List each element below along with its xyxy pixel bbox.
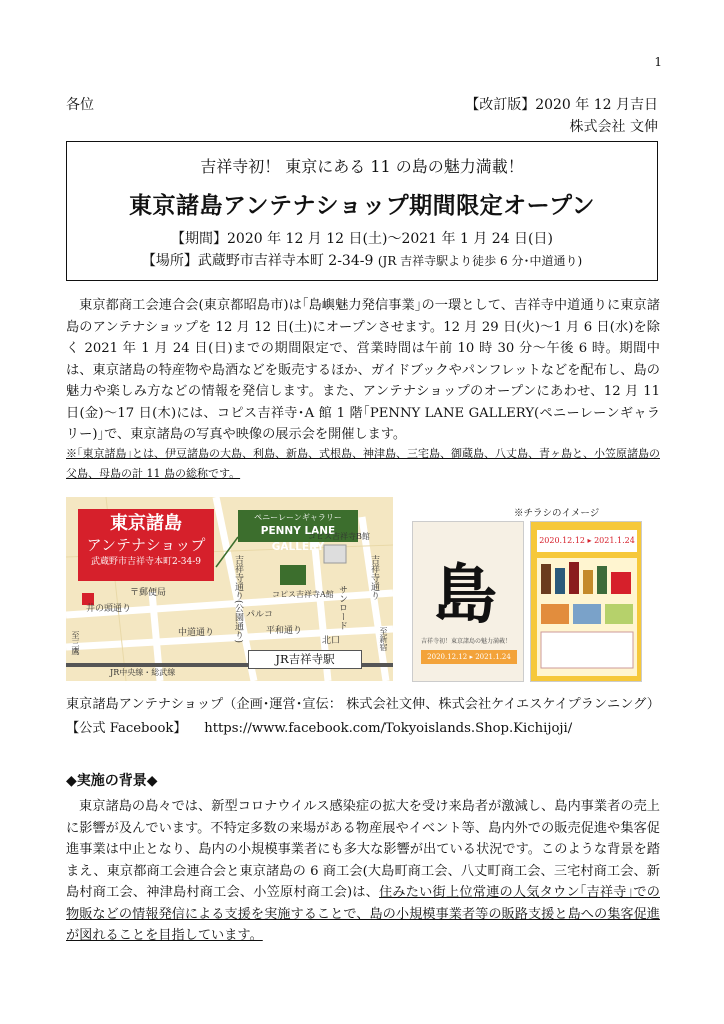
station-label: JR吉祥寺駅 [248,650,362,669]
shop-name-1: 東京諸島 [110,513,182,534]
intro-text: 東京都商工会連合会(東京都昭島市)は｢島嶼魅力発信事業｣の一環として、吉祥寺中道通りに東京諸島のアンテナショップを 12 月 12 日(土)にオープンさせます。12 月 29 日(火)～1 月 6 日(水)を除く 2021 年 1 月 24 日(日)までの期間限定で、営業時間は午前 10 時 30 分～午後 6 時。期間中は、東京諸島の特産物や島酒などを販売するほか、ガイドブックやパンフレットなどを配布し、島の魅力や楽しみ方などの情報を発信します。また、アンテナショップのオープンにあわせ、12 月 11 日(金)～17 日(木)には、コピス吉祥寺･A 館 1 階｢PENNY LANE GALLERY(ペニーレーンギャラリー)｣で、東京諸島の写真や映像の展示会を開催します。 [66,298,660,442]
page-number: 1 [654,55,662,69]
flyer1-kanji: 島 [433,558,497,633]
penny-name: PENNY LANE GALLERY [260,525,336,553]
nakamichi-label: 中道通り [178,628,215,638]
to-mitaka-label: 至三鷹 [71,631,80,655]
heiwa-label: 平和通り [266,626,303,636]
parco-label: パルコ [246,610,274,620]
date-line: 【改訂版】2020 年 12 月吉日 [465,97,658,113]
coppice-b-label: コピス吉祥寺B館 [308,532,370,541]
flyer2-header: 2020.12.12 ▸ 2021.1.24 [537,530,637,552]
inokashira-label: 井の頭通り [86,604,132,614]
penny-small: ペニーレーンギャラリー [254,513,342,522]
access-map [66,497,393,681]
intro-paragraph [66,295,660,446]
facebook-line [66,717,666,741]
post-office-label: 〒郵便局 [130,588,167,598]
islands-note-text: ※｢東京諸島｣とは、伊豆諸島の大島、利島、新島、式根島、神津島、三宅島、御蔵島、八丈島、青ヶ島と、小笠原諸島の父島、母島の計 11 島の総称です。 [66,447,660,480]
shop-label-box [78,509,214,581]
shop-address: 武蔵野市吉祥寺本町2-34-9 [91,557,201,567]
addressee: 各位 [66,97,94,113]
period-line: 【期間】2020 年 12 月 12 日(土)～2021 年 1 月 24 日(日) [171,231,553,247]
section-heading: ◆実施の背景◆ [66,773,158,789]
facebook-url[interactable]: https://www.facebook.com/Tokyoislands.Shop.Kichijoji/ [204,721,573,736]
date-block [465,94,658,138]
kichijoji-dori-label: 吉祥寺通り [369,555,379,600]
credits-line: 東京諸島アンテナショップ（企画･運営･宣伝： 株式会社文伸、株式会社ケイエスケイプランニング） [66,697,660,712]
kitaguchi-label: 北口 [322,636,341,646]
background-text: 東京諸島の島々では、新型コロナウイルス感染症の拡大を受け来島者が激減し、島内事業者の売上に影響が及んでいます。不特定多数の来場がある物産展やイベント等、島内外での販売促進や集客促進事業は中止となり、島内の小規模事業者にも多大な影響が出ている状況です。このような背景を踏まえ、東京都商工会連合会と東京諸島の 6 商工会(大島町商工会、八丈町商工会、三宅村商工会、新島村商工会、神津島村商工会、小笠原村商工会)は、 [66,799,660,900]
islands-note [66,444,660,484]
coppice-a-building [280,565,306,585]
background-paragraph [66,796,660,947]
title-box [66,141,658,281]
shop-name-2: アンテナショップ [86,536,206,554]
facebook-label: 【公式 Facebook】 [66,721,187,736]
flyer2-products [537,558,637,676]
flyer-image-2 [530,521,642,682]
flyer1-text: 吉祥寺初！東京諸島の魅力満載！ [421,638,512,645]
chuo-line-label: JR中央線・総武線 [110,668,176,677]
background-underlined: 住みたい街上位常連の人気タウン｢吉祥寺｣での物販などの情報発信による支援を実施することで、島の小規模事業者等の販路支援と島への集客促進が図れることを目指しています。 [66,885,660,943]
place-line [67,250,657,270]
park-road-label: 吉祥寺通り(公園通り) [233,555,243,644]
place-note: (JR 吉祥寺駅より徒歩 6 分･中道通り) [377,254,583,268]
main-title: 東京諸島アンテナショップ期間限定オープン [128,192,596,219]
title-subtitle: 吉祥寺初！ 東京にある 11 の島の魅力満載！ [200,157,524,176]
flyer-caption: ※チラシのイメージ [514,508,600,519]
company-line: 株式会社 文伸 [569,119,658,135]
place-main: 【場所】武蔵野市吉祥寺本町 2-34-9 [141,253,374,269]
flyer1-date: 2020.12.12 ▸ 2021.1.24 [421,650,517,664]
coppice-a-label: コピス吉祥寺A館 [272,590,334,599]
to-shinjuku-label: 至新宿 [379,627,388,651]
sunroad-label: サンロード [337,585,347,630]
credits [66,693,666,741]
flyer-image-1 [412,521,524,682]
